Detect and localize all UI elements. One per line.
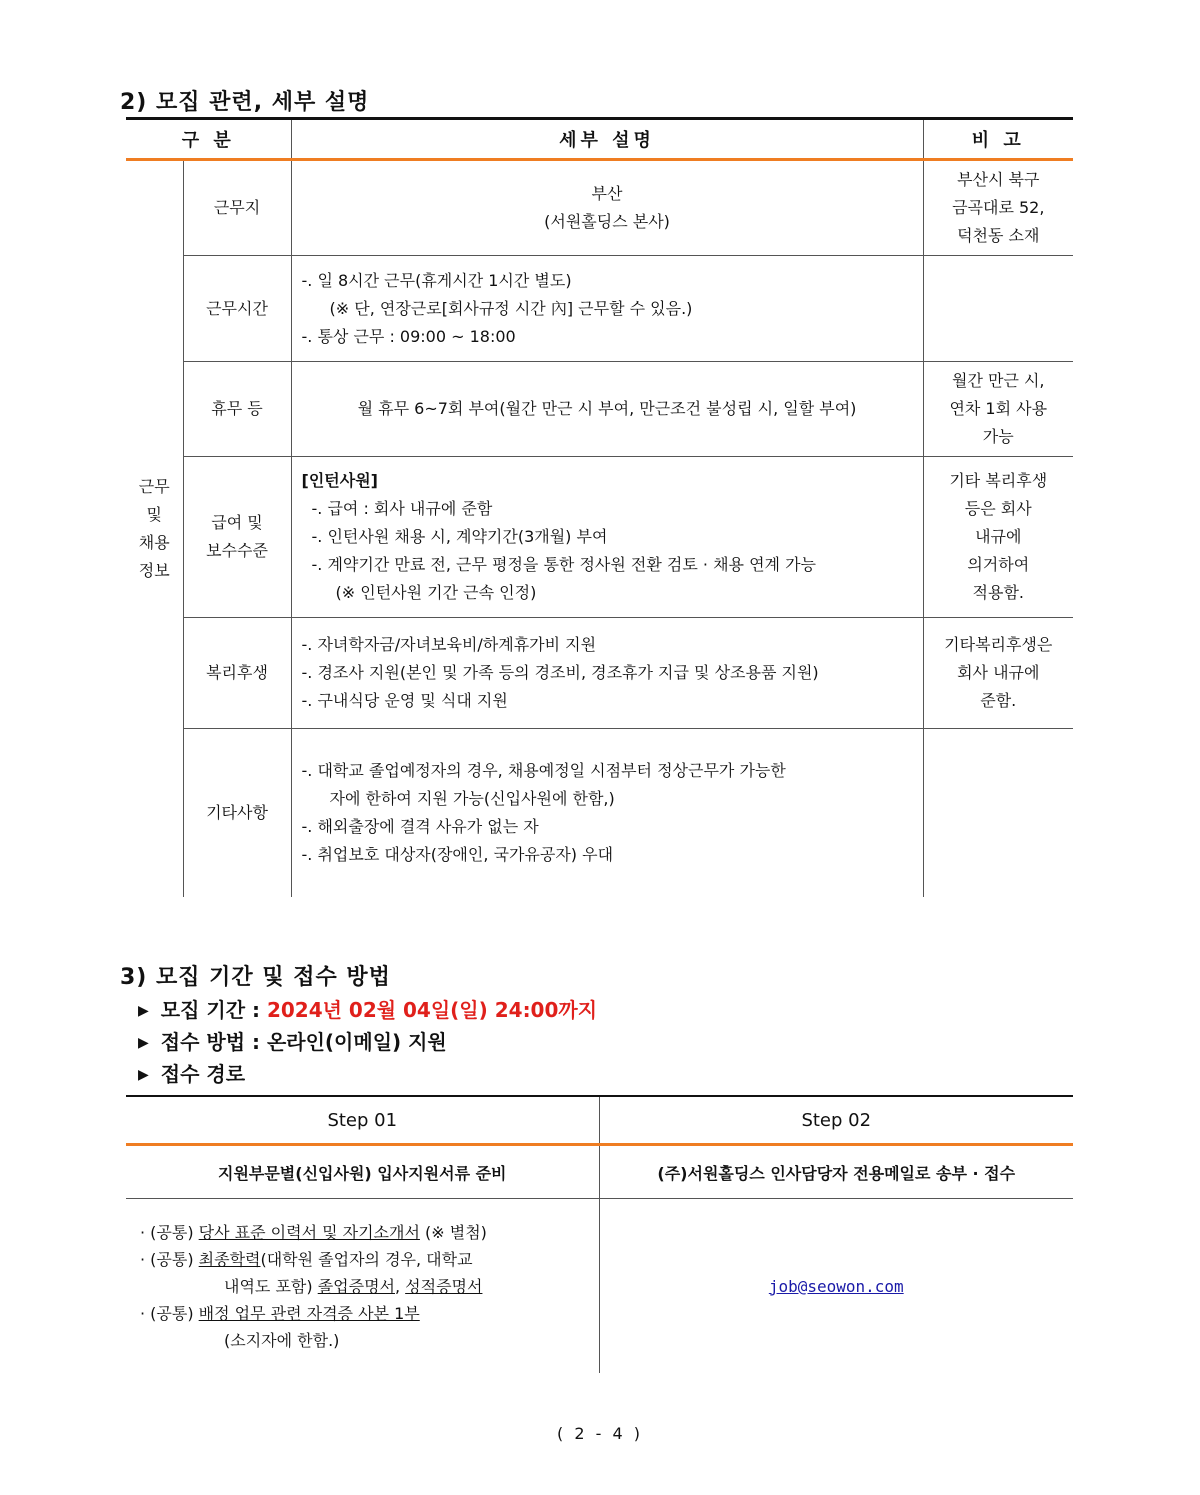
method-line: ▶ 접수 방법 : 온라인(이메일) 지원 [138,1030,447,1054]
recruitment-detail-table [126,117,1073,897]
row-detail-etc: -. 대학교 졸업예정자의 경우, 채용예정일 시점부터 정상근무가 가능한 자에 한하여 지원 가능(신입사원에 한함,) -. 해외출장에 결격 사유가 없는 자 -. 취업보호 대상자(장애인, 국가유공자) 우대 [291,729,923,897]
row-remark-etc [923,729,1073,897]
method-value: 온라인(이메일) 지원 [266,1030,447,1054]
table-row [126,160,1073,256]
table-row [126,618,1073,729]
application-steps-table [126,1095,1073,1373]
row-detail-workplace: 부산 (서원홀딩스 본사) [291,160,923,256]
step2-title: (주)서원홀딩스 인사담당자 전용메일로 송부 · 접수 [599,1145,1073,1199]
section2-title: 2) 모집 관련, 세부 설명 [120,90,370,115]
list-item: · (공통) 당사 표준 이력서 및 자기소개서 (※ 별첨) [140,1222,487,1242]
step2-header: Step 02 [599,1096,1073,1145]
row-remark-workplace: 부산시 북구 금곡대로 52, 덕천동 소재 [923,160,1073,256]
period-line: ▶ 모집 기간 : 2024년 02월 04일(일) 24:00까지 [138,998,598,1022]
row-label-hours: 근무시간 [183,256,291,362]
row-remark-welfare: 기타복리후생은 회사 내규에 준함. [923,618,1073,729]
section3-title: 3) 모집 기간 및 접수 방법 [120,965,391,990]
list-item: · (공통) 최종학력(대학원 졸업자의 경우, 대학교 [140,1249,473,1269]
row-label-leave: 휴무 등 [183,362,291,457]
period-value: 2024년 02월 04일(일) 24:00까지 [266,998,598,1022]
row-label-etc: 기타사항 [183,729,291,897]
table-row [126,362,1073,457]
row-label-workplace: 근무지 [183,160,291,256]
row-detail-salary: [인턴사원] -. 급여 : 회사 내규에 준함 -. 인턴사원 채용 시, 계약기간(3개월) 부여 -. 계약기간 만료 전, 근무 평정을 통한 정사원 전환 검토 · 채용 연계 가능 (※ 인턴사원 기간 근속 인정) [291,457,923,618]
header-remark: 비 고 [923,119,1073,160]
table-row [126,256,1073,362]
group-label: 근무 및 채용 정보 [138,476,170,580]
triangle-bullet-icon: ▶ [138,1067,149,1083]
table-row [126,729,1073,897]
step1-header: Step 01 [126,1096,599,1145]
row-detail-welfare: -. 자녀학자금/자녀보육비/하계휴가비 지원 -. 경조사 지원(본인 및 가족 등의 경조비, 경조휴가 지급 및 상조용품 지원) -. 구내식당 운영 및 식대 지원 [291,618,923,729]
row-remark-leave: 월간 만근 시, 연차 1회 사용 가능 [923,362,1073,457]
row-label-salary: 급여 및 보수수준 [183,457,291,618]
row-remark-hours [923,256,1073,362]
header-category: 구 분 [126,119,291,160]
page-number: ( 2 - 4 ) [557,1424,643,1443]
triangle-bullet-icon: ▶ [138,1003,149,1019]
row-detail-leave: 월 휴무 6~7회 부여(월간 만근 시 부여, 만근조건 불성립 시, 일할 부여) [291,362,923,457]
list-item: · (공통) 배정 업무 관련 자격증 사본 1부 [140,1303,420,1323]
row-remark-salary: 기타 복리후생 등은 회사 내규에 의거하여 적용함. [923,457,1073,618]
header-detail: 세부 설명 [291,119,923,160]
list-item-continuation: (소지자에 한함.) [224,1330,340,1350]
row-label-welfare: 복리후생 [183,618,291,729]
email-link[interactable]: job@seowon.com [599,1199,1073,1374]
triangle-bullet-icon: ▶ [138,1035,149,1051]
row-detail-hours: -. 일 8시간 근무(휴게시간 1시간 별도) (※ 단, 연장근로[회사규정 시간 內] 근무할 수 있음.) -. 통상 근무 : 09:00 ~ 18:00 [291,256,923,362]
route-line: ▶ 접수 경로 [138,1062,246,1086]
table-row [126,457,1073,618]
list-item-continuation: 내역도 포함) 졸업증명서, 성적증명서 [224,1276,483,1296]
step1-title: 지원부문별(신입사원) 입사지원서류 준비 [126,1145,599,1199]
required-documents-list [126,1199,599,1374]
